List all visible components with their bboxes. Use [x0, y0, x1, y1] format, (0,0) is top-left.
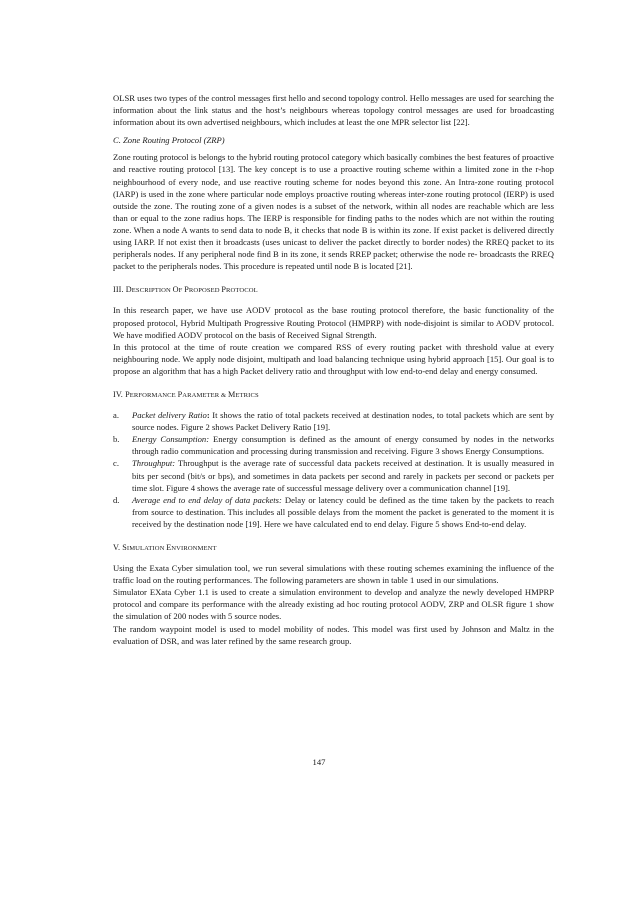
- list-marker: b.: [113, 434, 120, 445]
- list-item: [113, 494, 554, 530]
- zrp-paragraph: Zone routing protocol is belongs to the hybrid routing protocol category which basically combines the best features of proactive and reactive routing protocol [13]. The key concept is to use a proactive routing scheme within a limited zone in the r-hop neighbourhood of every node, and use reactive routing scheme for nodes beyond this zone. An Intra-zone routing protocol (IARP) is used in the zone where particular node employs proactive routing whereas inter-zone routing protocol (IERP) is used outside the zone. The routing zone of a given nodes is a subset of the network, within all nodes are reachable which are less than or equal to the zone radius hops. The IERP is responsible for finding paths to the nodes which are not within the routing zone. When a node A wants to send data to node B, it checks that node B is within its zone. If exist packet is delivered directly using IARP. If not exist then it broadcasts (uses unicast to deliver the packet directly to border nodes) the RREQ packet to its peripherals nodes. If any peripheral node find B in its zone, it sends RREP packet; otherwise the node re- broadcasts the RREQ packet to the peripherals nodes. This procedure is repeated until node B is located [21].: [113, 152, 554, 272]
- metric-term: Average end to end delay of data packets:: [132, 494, 282, 505]
- section-5-paragraph-1: Using the Exata Cyber simulation tool, we run several simulations with these routing schemes examining the influence of the traffic load on the routing performances. The following parameters are shown in table 1 used in our simulations.: [113, 563, 554, 586]
- metric-description: Energy consumption is defined as the amount of energy consumed by nodes in the networks through radio communication and processing during transmission and receiving. Figure 3 shows Energy Consumptions.: [132, 434, 554, 457]
- section-5-paragraph-2: Simulator EXata Cyber 1.1 is used to create a simulation environment to develop and analyze the newly developed HMPRP protocol and compare its performance with the already existing ad hoc routing protocol AODV, ZRP and OLSR figure 1 show the simulation of 200 nodes with 5 source nodes.: [113, 587, 554, 622]
- metrics-list: [113, 409, 554, 530]
- metric-description: It shows the ratio of total packets received at destination nodes, to total packets which are sent by source nodes. Figure 2 shows Packet Delivery Ratio [19].: [132, 410, 554, 433]
- section-3-paragraph-2: In this protocol at the time of route creation we compared RSS of every routing packet with threshold value at every neighbouring node. We apply node disjoint, multipath and load balancing technique using hybrid approach [15]. Our goal is to propose an algorithm that has a high Packet delivery ratio and throughput with low end-to-end delay and energy consumed.: [113, 341, 554, 376]
- section-5-paragraph-3: The random waypoint model is used to model mobility of nodes. This model was first used by Johnson and Maltz in the evaluation of DSR, and was later refined by the same research group.: [113, 623, 554, 646]
- list-item: [113, 433, 554, 457]
- section-5-heading: V. SIMULATION ENVIRONMENT: [113, 543, 217, 552]
- section-3-paragraph-1: In this research paper, we have use AODV protocol as the base routing protocol therefore, the basic functionality of the proposed protocol, Hybrid Multipath Progressive Routing Protocol (HMPRP) with node-disjoint is similar to AODV protocol. We have modified AODV protocol on the basis of Received Signal Strength.: [113, 305, 554, 340]
- metric-description: Throughput is the average rate of successful data packets received at destination. It is usually measured in bits per second (bit/s or bps), and sometimes in data packets per second and rarely in packets per second or packets per time slot. Figure 4 shows the average rate of successful message delivery over a communication channel [19].: [132, 458, 554, 493]
- section-4-heading: IV. PERFORMANCE PARAMETER & METRICS: [113, 389, 259, 399]
- list-marker: c.: [113, 458, 119, 469]
- list-item: a. Packet delivery Ratio: It shows the ratio of total packets received at destination nodes, to total packets which are sent by source nodes. Figure 2 shows Packet Delivery Ratio [19].: [113, 410, 554, 433]
- list-marker: a.: [113, 410, 119, 421]
- olsr-paragraph: OLSR uses two types of the control messages first hello and second topology control. Hello messages are used for searching the information about the link status and the host’s neighbours whereas topology control messages are used for broadcasting information about its own advertised neighbours, which includes at least the one MPR selector list [22].: [113, 93, 554, 128]
- metric-term: Packet delivery Ratio: [132, 410, 207, 421]
- page-content: [113, 92, 554, 647]
- page-number: 147: [312, 757, 326, 767]
- metric-term: Energy Consumption:: [132, 434, 210, 445]
- metric-term: Throughput:: [132, 458, 176, 469]
- metric-description: Delay or latency could be defined as the time taken by the packets to reach from source to destination. This includes all possible delays from the moment the packet is generated to the moment it is received by the destination node [19]. Here we have calculated end to end delay. Figure 5 shows End-to-end delay.: [132, 494, 554, 529]
- list-item: [113, 457, 554, 493]
- list-marker: d.: [113, 494, 120, 505]
- zrp-subheading: C. Zone Routing Protocol (ZRP): [113, 135, 225, 146]
- section-3-heading: III. DESCRIPTION OF PROPOSED PROTOCOL: [113, 285, 258, 295]
